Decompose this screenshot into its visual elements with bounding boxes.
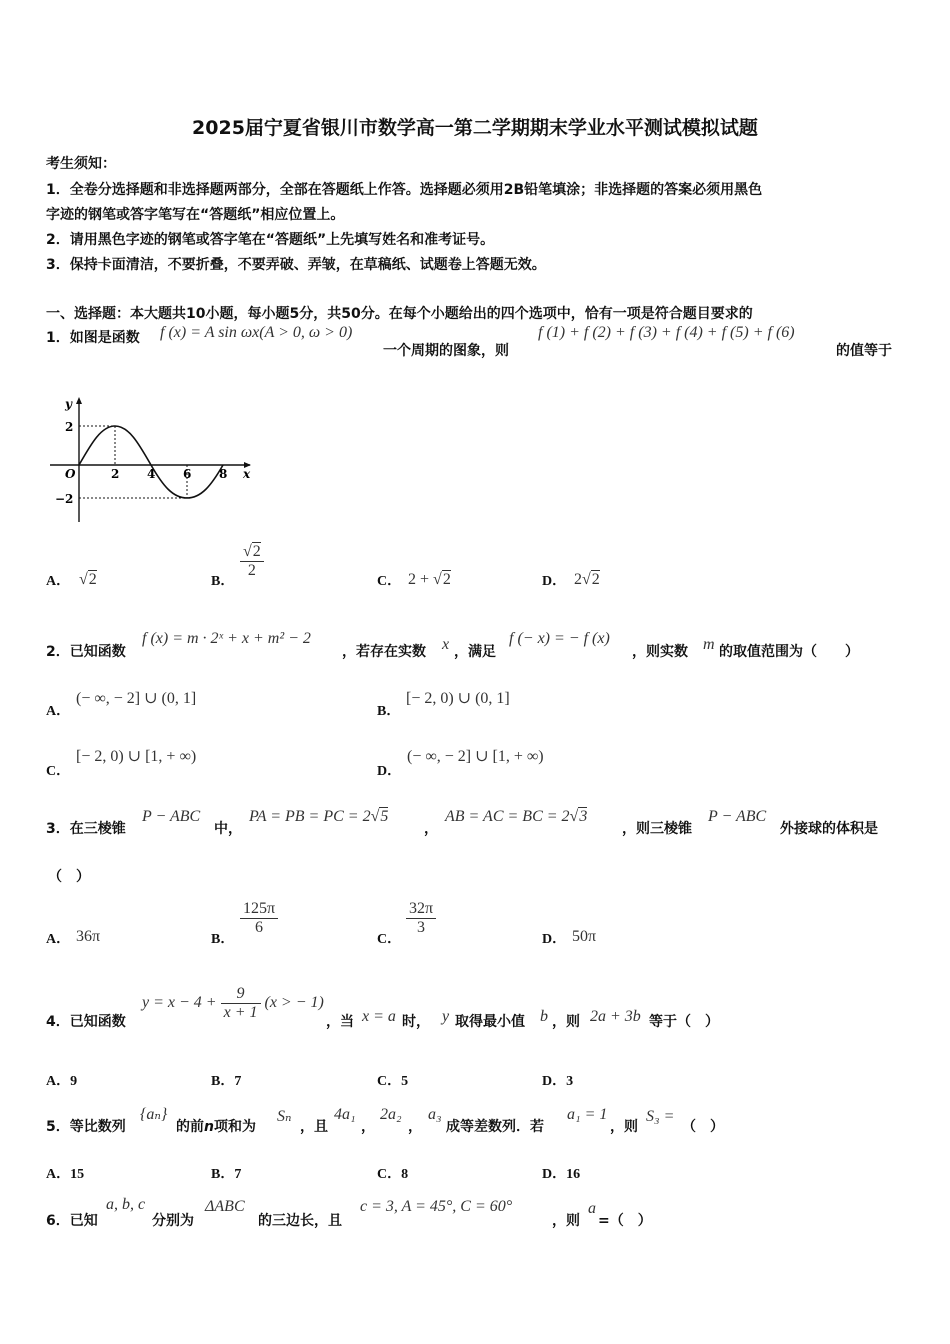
q5-number: 5．	[46, 1119, 70, 1135]
q5-text-1: 等比数列	[69, 1119, 126, 1135]
graph-x-tick-8: 8	[219, 467, 228, 481]
q5-sequence: {aₙ}	[140, 1106, 168, 1123]
q5-text-5: ，	[361, 1119, 375, 1135]
q2-condition: f (− x) = − f (x)	[509, 630, 610, 647]
sine-curve	[79, 426, 223, 498]
q2-text-4: ，则实数	[632, 644, 688, 660]
q3-option-a-label: A．	[46, 932, 71, 947]
q4-text-6: 等于（ ）	[649, 1014, 719, 1030]
q3-text-3: ，	[424, 821, 438, 837]
q6-var-a: a	[588, 1200, 596, 1217]
notice-line-4: 3．保持卡面清洁，不要折叠，不要弄破、弄皱，在草稿纸、试题卷上答题无效。	[46, 257, 546, 273]
q3-paren: （ ）	[48, 869, 90, 885]
question-2	[46, 641, 126, 661]
q3-option-b: $\frac{125\pi}{6}$	[240, 900, 278, 937]
q2-function-expr: f (x) = m · 2ˣ + x + m² − 2	[142, 630, 311, 647]
q4-option-c: C．5	[377, 1074, 409, 1089]
question-1	[46, 327, 140, 347]
q3-option-b-label: B．	[211, 932, 235, 947]
q3-pyramid-1: P − ABC	[142, 808, 201, 825]
q1-option-d-label: D．	[542, 574, 567, 589]
q4-var-b: b	[540, 1008, 548, 1025]
q2-text-3: ，满足	[454, 644, 496, 660]
q4-text-3: 时，	[402, 1014, 430, 1030]
q2-option-a: (− ∞, − 2] ∪ (0, 1]	[76, 690, 197, 707]
q3-text-4: ，则三棱锥	[622, 821, 692, 837]
q6-triangle: ΔABC	[205, 1198, 245, 1215]
q3-text-2: 中，	[214, 821, 242, 837]
graph-x-tick-4: 4	[147, 467, 156, 481]
question-3	[46, 818, 126, 838]
sine-graph	[45, 392, 255, 527]
q3-text-5: 外接球的体积是	[780, 821, 878, 837]
q4-text-2: ，当	[326, 1014, 354, 1030]
q1-sum-expr: f (1) + f (2) + f (3) + f (4) + f (5) + f (6)	[538, 324, 795, 341]
q3-pyramid-2: P − ABC	[708, 808, 767, 825]
q5-text-7: 成等差数列．若	[446, 1119, 544, 1135]
q2-text-5: 的取值范围为（ ）	[719, 644, 859, 660]
q1-option-a: √2	[79, 571, 97, 588]
q1-option-b-label: B．	[211, 574, 235, 589]
q2-number: 2．	[46, 644, 70, 660]
q3-option-d: 50π	[572, 928, 597, 945]
q6-condition: c = 3, A = 45°, C = 60°	[360, 1198, 513, 1215]
q4-option-b: B．7	[211, 1074, 242, 1089]
graph-y-label: y	[65, 397, 72, 411]
graph-y-bottom: −2	[55, 492, 74, 506]
q6-sides: a, b, c	[106, 1196, 146, 1213]
q5-option-a: A．15	[46, 1167, 85, 1182]
q2-option-c: [− 2, 0) ∪ [1, + ∞)	[76, 748, 197, 765]
q2-option-d: (− ∞, − 2] ∪ [1, + ∞)	[407, 748, 544, 765]
q3-condition-2: AB = AC = BC = 2√3	[445, 808, 588, 825]
q6-text-3: 的三边长，且	[258, 1213, 342, 1229]
q4-expr-2a3b: 2a + 3b	[590, 1008, 641, 1025]
q4-number: 4．	[46, 1014, 70, 1030]
q6-text-2: 分别为	[152, 1213, 194, 1229]
q5-text-8: ，则	[610, 1119, 638, 1135]
q5-text-4: ，且	[300, 1119, 328, 1135]
graph-x-tick-2: 2	[111, 467, 120, 481]
q3-number: 3．	[46, 821, 70, 837]
q4-text-5: ，则	[552, 1014, 580, 1030]
q2-text-2: ，若存在实数	[342, 644, 426, 660]
q2-option-c-label: C．	[46, 764, 71, 779]
q4-var-y: y	[442, 1008, 450, 1025]
q5-text-2: 的前n项和为	[176, 1119, 256, 1135]
q5-option-b: B．7	[211, 1167, 242, 1182]
q6-text-4: ，则	[552, 1213, 580, 1229]
q3-option-c-label: C．	[377, 932, 402, 947]
page-title: 2025届宁夏省银川市数学高一第二学期期末学业水平测试模拟试题	[192, 117, 758, 139]
notice-line-1: 1．全卷分选择题和非选择题两部分，全部在答题纸上作答。选择题必须用2B铅笔填涂；非选择题的答案必须用黑色	[46, 182, 763, 198]
graph-x-label: x	[243, 467, 251, 481]
q1-option-b: $\frac{√2}{2}$	[240, 543, 264, 580]
q1-text-1: 如图是函数	[69, 330, 140, 346]
q1-option-d: 2√2	[574, 571, 600, 588]
q6-text-5: =（ ）	[598, 1213, 652, 1229]
q2-text-1: 已知函数	[69, 644, 126, 660]
q5-2a2: 2a₂	[380, 1106, 402, 1123]
q3-text-1: 在三棱锥	[69, 821, 126, 837]
q1-function-expr: f (x) = A sin ωx(A > 0, ω > 0)	[160, 324, 353, 341]
q5-option-d: D．16	[542, 1167, 581, 1182]
q3-option-a: 36π	[76, 928, 101, 945]
notice-line-3: 2．请用黑色字迹的钢笔或答字笔在“答题纸”上先填写姓名和准考证号。	[46, 232, 495, 248]
q1-text-3: 的值等于	[836, 343, 892, 359]
q5-a3: a₃	[428, 1106, 442, 1123]
q5-s3: S₃ =	[646, 1108, 675, 1125]
q5-condition: a₁ = 1	[567, 1106, 608, 1123]
notice-line-2: 字迹的钢笔或答字笔写在“答题纸”相应位置上。	[46, 207, 345, 223]
q3-condition-1: PA = PB = PC = 2√5	[249, 808, 389, 825]
q2-option-d-label: D．	[377, 764, 402, 779]
q4-option-d: D．3	[542, 1074, 574, 1089]
q1-text-2: 一个周期的图象，则	[383, 343, 509, 359]
q5-sn: Sₙ	[277, 1108, 292, 1125]
q1-number: 1．	[46, 330, 70, 346]
q1-option-c: 2 + √2	[408, 571, 451, 588]
q2-var-m: m	[703, 636, 715, 653]
graph-origin: O	[65, 467, 76, 481]
question-6	[46, 1210, 98, 1230]
section-heading: 一、选择题：本大题共10小题，每小题5分，共50分。在每个小题给出的四个选项中，恰有一项是符合题目要求的	[46, 306, 753, 322]
q1-option-c-label: C．	[377, 574, 402, 589]
q5-4a1: 4a₁	[334, 1106, 356, 1123]
q4-text-1: 已知函数	[69, 1014, 126, 1030]
q6-text-1: 已知	[69, 1213, 98, 1229]
q2-var-x: x	[442, 636, 450, 653]
q3-option-c: $\frac{32\pi}{3}$	[406, 900, 436, 937]
q2-option-b: [− 2, 0) ∪ (0, 1]	[406, 690, 510, 707]
q2-option-a-label: A．	[46, 704, 71, 719]
graph-y-top: 2	[65, 420, 74, 434]
q4-x-eq-a: x = a	[362, 1008, 396, 1025]
q4-text-4: 取得最小值	[455, 1014, 525, 1030]
q5-option-c: C．8	[377, 1167, 409, 1182]
graph-x-tick-6: 6	[183, 467, 192, 481]
question-5	[46, 1116, 126, 1136]
q3-option-d-label: D．	[542, 932, 567, 947]
q1-option-a-label: A．	[46, 574, 71, 589]
q4-function-expr: y = x − 4 + $\frac{9}{x + 1}$ (x > − 1)	[142, 985, 324, 1021]
q4-option-a: A．9	[46, 1074, 78, 1089]
q5-text-6: ，	[408, 1119, 422, 1135]
q5-text-9: （ ）	[682, 1119, 724, 1135]
notice-heading: 考生须知：	[46, 156, 116, 172]
q2-option-b-label: B．	[377, 704, 401, 719]
question-4	[46, 1011, 126, 1031]
q6-number: 6．	[46, 1213, 70, 1229]
